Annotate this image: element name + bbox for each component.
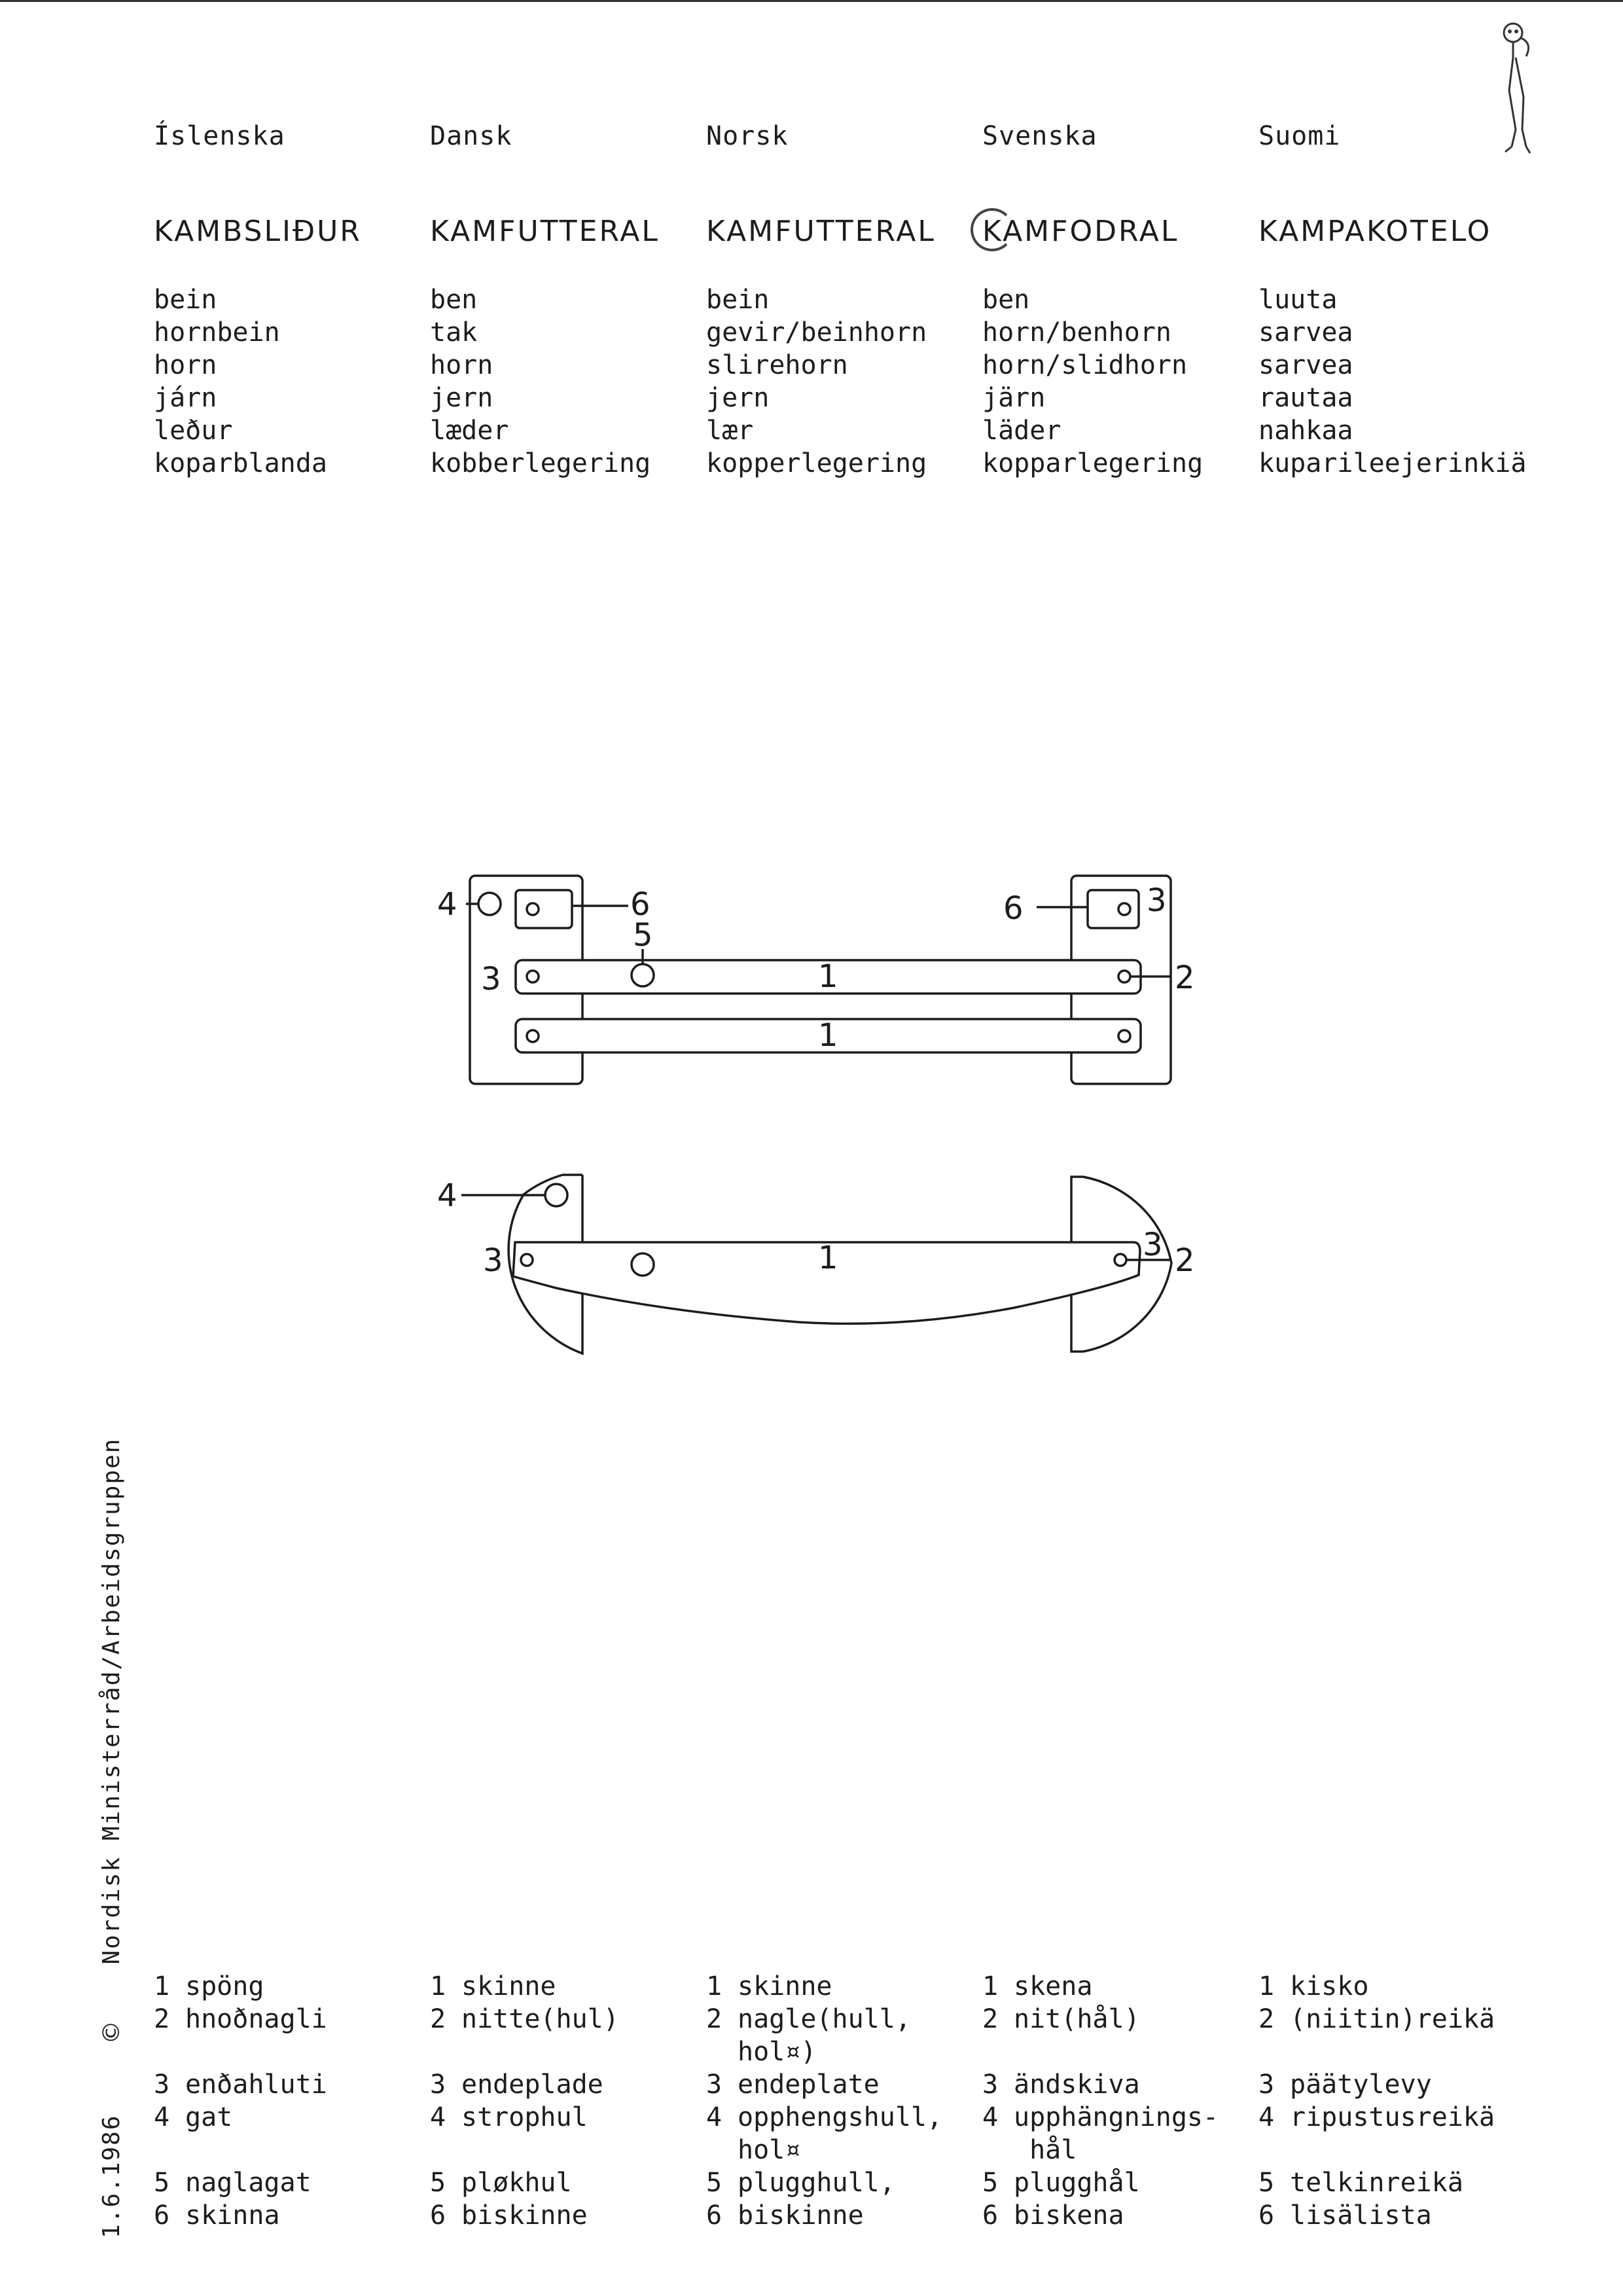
legend-number: 5 <box>154 2168 170 2198</box>
language-heading: Norsk <box>706 121 789 151</box>
legend-number: 3 <box>982 2070 999 2100</box>
callout-3: 3 <box>483 1242 503 1279</box>
rivet-hole <box>1118 903 1130 915</box>
legend-text: telkinreikä <box>1290 2168 1463 2198</box>
material-item: sarvea <box>1258 317 1353 348</box>
callout-1: 1 <box>818 958 838 995</box>
legend-number: 1 <box>1258 1971 1275 2001</box>
legend-number: 4 <box>154 2102 170 2132</box>
legend-text: plugghål <box>1014 2168 1140 2198</box>
legend-number: 5 <box>706 2168 722 2198</box>
legend-number: 2 <box>706 2004 722 2034</box>
material-item: luuta <box>1258 285 1338 315</box>
hanging-hole <box>545 1184 567 1206</box>
material-item: járn <box>154 383 217 413</box>
legend-text: opphengshull, hol¤ <box>738 2102 943 2165</box>
legend-text: ändskiva <box>1014 2070 1140 2100</box>
material-item: ben <box>430 285 478 315</box>
callout-6: 6 <box>630 886 651 923</box>
material-item: kuparileejerinkiä <box>1258 448 1527 478</box>
material-item: järn <box>982 383 1046 413</box>
material-item: nahkaa <box>1258 416 1353 446</box>
legend-number: 5 <box>982 2168 999 2198</box>
callout-1: 1 <box>818 1240 838 1276</box>
term-title: KAMFUTTERAL <box>430 215 660 248</box>
hanging-hole <box>478 893 501 915</box>
material-item: lær <box>706 416 754 446</box>
legend-text: strophul <box>461 2102 588 2132</box>
material-item: sarvea <box>1258 350 1353 380</box>
language-heading: Dansk <box>430 121 512 151</box>
legend-text: enðahluti <box>185 2070 327 2100</box>
legend-number: 4 <box>1258 2102 1275 2132</box>
legend-text: ripustusreikä <box>1290 2102 1495 2132</box>
legend-text: pløkhul <box>461 2168 572 2198</box>
legend-number: 6 <box>1258 2200 1275 2231</box>
term-title: KAMBSLIÐUR <box>154 215 362 248</box>
legend-text: gat <box>185 2102 233 2132</box>
callout-6: 6 <box>1003 890 1024 927</box>
legend-number: 2 <box>982 2004 999 2034</box>
legend-text: lisälista <box>1290 2200 1432 2231</box>
legend-number: 3 <box>706 2070 722 2100</box>
callout-3: 3 <box>481 961 501 997</box>
material-item: slirehorn <box>706 350 848 380</box>
legend-number: 6 <box>154 2200 170 2231</box>
term-title: KAMPAKOTELO <box>1258 215 1492 248</box>
callout-5: 5 <box>633 917 653 954</box>
callout-3: 3 <box>1143 1227 1163 1263</box>
material-item: kobberlegering <box>430 448 651 478</box>
material-item: ben <box>982 285 1030 315</box>
callout-1: 1 <box>818 1017 838 1054</box>
legend-number: 2 <box>154 2004 170 2034</box>
legend-text: skena <box>1014 1971 1093 2001</box>
language-heading: Suomi <box>1258 121 1341 151</box>
legend-text: biskinne <box>461 2200 588 2231</box>
callout-2: 2 <box>1175 960 1195 996</box>
legend-number: 3 <box>154 2070 170 2100</box>
material-item: kopperlegering <box>706 448 927 478</box>
legend-number: 6 <box>982 2200 999 2231</box>
material-item: horn/slidhorn <box>982 350 1188 380</box>
copyright-icon: © <box>98 2019 125 2045</box>
legend-text: biskena <box>1014 2200 1124 2231</box>
language-heading: Íslenska <box>154 121 285 151</box>
legend-number: 4 <box>430 2102 446 2132</box>
legend-text: endeplate <box>738 2070 880 2100</box>
sidebar-credit <box>98 1438 125 2238</box>
legend-number: 6 <box>706 2200 722 2231</box>
legend-text: skinne <box>461 1971 556 2001</box>
legend-number: 5 <box>430 2168 446 2198</box>
legend-number: 1 <box>154 1971 170 2001</box>
legend-text: nitte(hul) <box>461 2004 619 2034</box>
material-item: gevir/beinhorn <box>706 317 927 348</box>
legend-number: 1 <box>982 1971 999 2001</box>
legend-text: biskinne <box>738 2200 864 2231</box>
material-item: horn <box>154 350 217 380</box>
callout-3: 3 <box>1147 882 1167 919</box>
legend-number: 4 <box>706 2102 722 2132</box>
material-item: jern <box>430 383 493 413</box>
legend-text: nit(hål) <box>1014 2004 1140 2034</box>
legend-number: 4 <box>982 2102 999 2132</box>
legend-number: 6 <box>430 2200 446 2231</box>
figure-callouts <box>437 882 1195 1279</box>
legend-text: kisko <box>1290 1971 1369 2001</box>
legend-text: päätylevy <box>1290 2070 1432 2100</box>
legend-text: plugghull, <box>738 2168 895 2198</box>
material-item: bein <box>154 285 217 315</box>
legend-text: (niitin)reikä <box>1290 2004 1495 2034</box>
term-title: KAMFUTTERAL <box>706 215 936 248</box>
term-title: KAMFODRAL <box>982 215 1179 248</box>
side-strip-left <box>516 890 572 928</box>
legend-text: endeplade <box>461 2070 603 2100</box>
material-item: kopparlegering <box>982 448 1204 478</box>
callout-4: 4 <box>437 886 457 923</box>
material-item: hornbein <box>154 317 280 348</box>
legend-text: skinna <box>185 2200 280 2231</box>
legend-number: 2 <box>1258 2004 1275 2034</box>
material-item: jern <box>706 383 770 413</box>
material-item: läder <box>982 416 1061 446</box>
material-item: horn <box>430 350 493 380</box>
material-item: rautaa <box>1258 383 1353 413</box>
legend-number: 2 <box>430 2004 446 2034</box>
material-item: horn/benhorn <box>982 317 1171 348</box>
material-item: tak <box>430 317 478 348</box>
legend-number: 1 <box>706 1971 722 2001</box>
legend-number: 3 <box>1258 2070 1275 2100</box>
legend-text: upphängnings- hål <box>1014 2102 1219 2165</box>
legend-text: spöng <box>185 1971 264 2001</box>
material-item: bein <box>706 285 770 315</box>
legend-text: naglagat <box>185 2168 312 2198</box>
rivet-hole <box>527 903 539 915</box>
legend-text: skinne <box>738 1971 832 2001</box>
callout-4: 4 <box>437 1177 457 1214</box>
material-item: leður <box>154 416 233 446</box>
material-item: læder <box>430 416 509 446</box>
date-text: 1.6.1986 <box>98 2114 125 2238</box>
legend-text: nagle(hull, hol¤) <box>738 2004 911 2067</box>
legend-number: 3 <box>430 2070 446 2100</box>
credit-text: Nordisk Ministerråd/Arbeidsgruppen <box>98 1437 125 1965</box>
callout-2: 2 <box>1175 1242 1195 1279</box>
language-heading: Svenska <box>982 121 1097 151</box>
legend-text: hnoðnagli <box>185 2004 327 2034</box>
legend-number: 1 <box>430 1971 446 2001</box>
material-item: koparblanda <box>154 448 327 478</box>
legend-number: 5 <box>1258 2168 1275 2198</box>
